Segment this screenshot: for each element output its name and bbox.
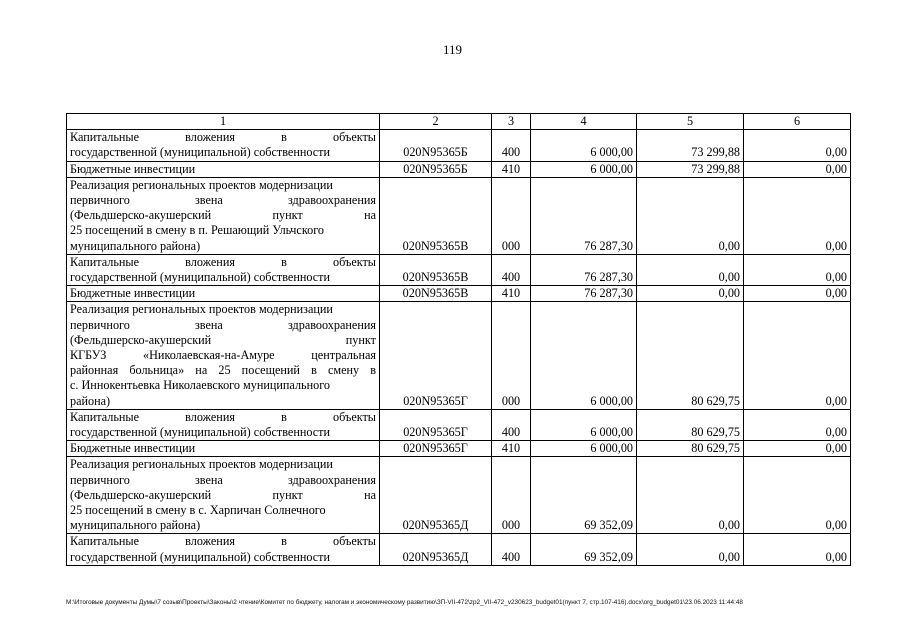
- expense-name-line: Капитальные вложения в объекты: [70, 254, 376, 269]
- expense-type-cell: 400: [492, 130, 531, 161]
- expense-name-cell: [67, 177, 380, 254]
- expense-type-cell: 000: [492, 457, 531, 534]
- expense-name-line: первичного звена здравоохранения: [70, 317, 376, 332]
- expense-name-line: Капитальные вложения в объекты: [70, 409, 376, 424]
- amount-cell: 76 287,30: [531, 286, 637, 302]
- amount-cell: 76 287,30: [531, 177, 637, 254]
- amount-cell: 0,00: [637, 534, 744, 565]
- target-code-cell: 020N95365Д: [380, 534, 492, 565]
- target-code-cell: 020N95365В: [380, 286, 492, 302]
- expense-type-cell: 400: [492, 534, 531, 565]
- expense-name-line: районная больница» на 25 посещений в смену в: [70, 363, 376, 378]
- target-code-cell: 020N95365В: [380, 254, 492, 285]
- amount-cell: 6 000,00: [531, 441, 637, 457]
- table-header-row: [67, 114, 851, 130]
- expense-name-cell: [67, 302, 380, 409]
- expense-name-line: (Фельдшерско-акушерский пункт: [70, 332, 376, 347]
- amount-cell: 0,00: [744, 441, 851, 457]
- amount-cell: 6 000,00: [531, 409, 637, 440]
- amount-cell: 6 000,00: [531, 161, 637, 177]
- amount-cell: 73 299,88: [637, 130, 744, 161]
- column-header: 1: [67, 114, 380, 130]
- expense-name-line: государственной (муниципальной) собственности: [70, 549, 331, 564]
- expense-name-line: (Фельдшерско-акушерский пункт на: [70, 208, 376, 223]
- expense-name-line: первичного звена здравоохранения: [70, 193, 376, 208]
- amount-cell: 0,00: [744, 130, 851, 161]
- table-row: [67, 161, 851, 177]
- expense-type-cell: 400: [492, 409, 531, 440]
- expense-name-line: муниципального района): [70, 518, 201, 533]
- expense-name-line: государственной (муниципальной) собственности: [70, 270, 331, 285]
- amount-cell: 0,00: [744, 534, 851, 565]
- expense-name-line: КГБУЗ «Николаевская-на-Амуре центральная: [70, 348, 376, 363]
- expense-name-line: Бюджетные инвестиции: [70, 286, 196, 301]
- expense-name-cell: [67, 409, 380, 440]
- column-header: 2: [380, 114, 492, 130]
- expense-name-line: района): [70, 393, 111, 408]
- amount-cell: 0,00: [744, 409, 851, 440]
- expense-name-line: 25 посещений в смену в п. Решающий Ульчского: [70, 223, 325, 238]
- amount-cell: 0,00: [744, 177, 851, 254]
- column-header: 4: [531, 114, 637, 130]
- expense-type-cell: 410: [492, 161, 531, 177]
- expense-name-line: 25 посещений в смену в с. Харпичан Солнечного: [70, 503, 326, 518]
- table-row: [67, 177, 851, 254]
- amount-cell: 0,00: [744, 254, 851, 285]
- target-code-cell: 020N95365Б: [380, 130, 492, 161]
- column-header: 5: [637, 114, 744, 130]
- table-row: [67, 457, 851, 534]
- table-row: [67, 441, 851, 457]
- amount-cell: 0,00: [637, 177, 744, 254]
- table-row: [67, 130, 851, 161]
- amount-cell: 0,00: [744, 286, 851, 302]
- amount-cell: 73 299,88: [637, 161, 744, 177]
- target-code-cell: 020N95365Г: [380, 441, 492, 457]
- amount-cell: 80 629,75: [637, 441, 744, 457]
- table-row: [67, 286, 851, 302]
- column-header: 6: [744, 114, 851, 130]
- expense-name-line: Реализация региональных проектов модернизации: [70, 302, 333, 317]
- expense-name-line: государственной (муниципальной) собственности: [70, 145, 331, 160]
- amount-cell: 76 287,30: [531, 254, 637, 285]
- page-number: 119: [442, 42, 463, 57]
- table-row: [67, 254, 851, 285]
- amount-cell: 80 629,75: [637, 302, 744, 409]
- amount-cell: 0,00: [744, 302, 851, 409]
- expense-name-cell: [67, 534, 380, 565]
- expense-name-cell: [67, 130, 380, 161]
- expense-type-cell: 410: [492, 286, 531, 302]
- expense-name-line: с. Иннокентьевка Николаевского муниципального: [70, 378, 330, 393]
- expense-name-cell: [67, 161, 380, 177]
- expense-type-cell: 000: [492, 302, 531, 409]
- target-code-cell: 020N95365Б: [380, 161, 492, 177]
- expense-name-cell: [67, 254, 380, 285]
- expense-name-cell: [67, 457, 380, 534]
- table-row: [67, 302, 851, 409]
- expense-name-line: Бюджетные инвестиции: [70, 161, 196, 176]
- target-code-cell: 020N95365Д: [380, 457, 492, 534]
- amount-cell: 0,00: [744, 161, 851, 177]
- expense-name-line: Реализация региональных проектов модернизации: [70, 177, 333, 192]
- expense-type-cell: 410: [492, 441, 531, 457]
- column-header: 3: [492, 114, 531, 130]
- amount-cell: 80 629,75: [637, 409, 744, 440]
- amount-cell: 6 000,00: [531, 302, 637, 409]
- expense-name-line: первичного звена здравоохранения: [70, 472, 376, 487]
- expense-type-cell: 400: [492, 254, 531, 285]
- amount-cell: 6 000,00: [531, 130, 637, 161]
- expense-name-line: муниципального района): [70, 238, 201, 253]
- table-row: [67, 534, 851, 565]
- amount-cell: 69 352,09: [531, 534, 637, 565]
- target-code-cell: 020N95365Г: [380, 302, 492, 409]
- expense-name-line: Бюджетные инвестиции: [70, 441, 196, 456]
- target-code-cell: 020N95365В: [380, 177, 492, 254]
- budget-table: [66, 113, 851, 566]
- amount-cell: 69 352,09: [531, 457, 637, 534]
- expense-name-line: Капитальные вложения в объекты: [70, 130, 376, 145]
- amount-cell: 0,00: [637, 254, 744, 285]
- amount-cell: 0,00: [744, 457, 851, 534]
- expense-name-cell: [67, 441, 380, 457]
- expense-name-line: государственной (муниципальной) собственности: [70, 425, 331, 440]
- amount-cell: 0,00: [637, 457, 744, 534]
- table-row: [67, 409, 851, 440]
- expense-name-cell: [67, 286, 380, 302]
- expense-name-line: Реализация региональных проектов модернизации: [70, 457, 333, 472]
- expense-type-cell: 000: [492, 177, 531, 254]
- amount-cell: 0,00: [637, 286, 744, 302]
- expense-name-line: Капитальные вложения в объекты: [70, 534, 376, 549]
- target-code-cell: 020N95365Г: [380, 409, 492, 440]
- document-path-footer: M:\Итоговые документы Думы\7 созыв\Проекты\Законы\2 чтение\Комитет по бюджету, налогам и экономическому развитию\ЗП-VII-472\zp2_VII-472_v230623_budget01(пункт 7, стр.107-416).docx\org_budget01\23.06.2023 11:44:48: [66, 599, 743, 606]
- expense-name-line: (Фельдшерско-акушерский пункт на: [70, 487, 376, 502]
